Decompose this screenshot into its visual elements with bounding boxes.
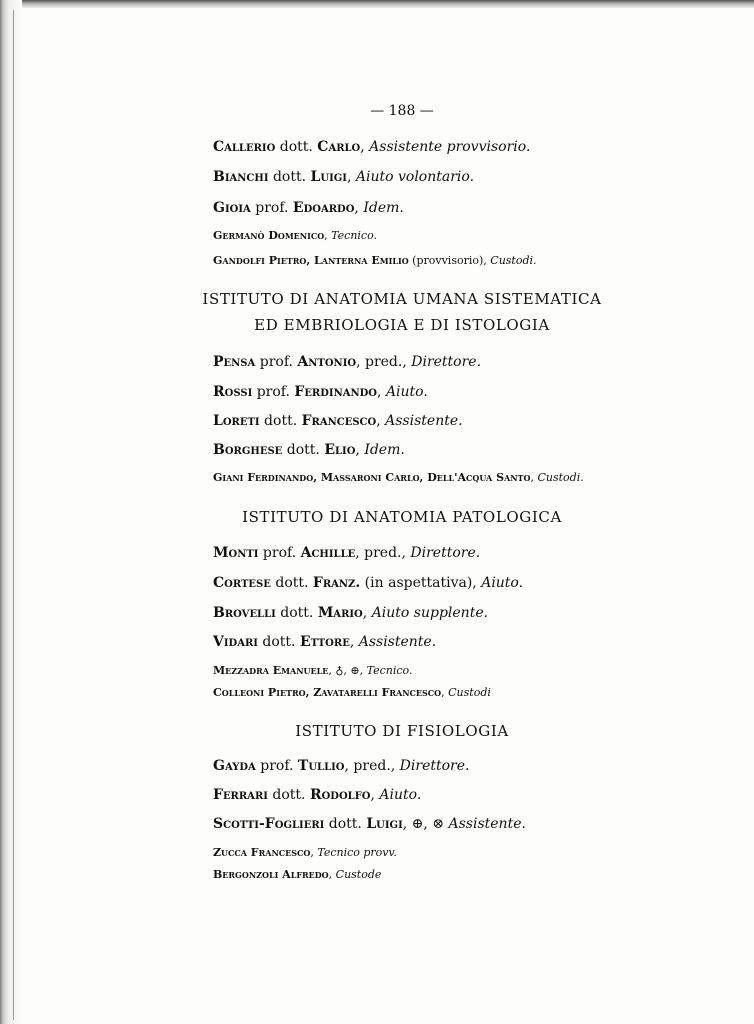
page-number: — 188 — <box>370 103 434 119</box>
entry-line: Mezzadra Emanuele, ♁, ⊕, Tecnico. <box>213 664 413 677</box>
entry-line: Gioia prof. Edoardo, Idem. <box>213 200 404 216</box>
entry-line: Gandolfi Pietro, Lanterna Emilio (provvisorio), Custodi. <box>213 254 537 267</box>
section-heading: ISTITUTO DI ANATOMIA UMANA SISTEMATICA <box>202 290 602 308</box>
entry-line: Zucca Francesco, Tecnico provv. <box>213 846 397 859</box>
entry-line: Pensa prof. Antonio, pred., Direttore. <box>213 354 482 370</box>
entry-line: Germanò Domenico, Tecnico. <box>213 229 378 242</box>
entry-line: Bergonzoli Alfredo, Custode <box>213 868 382 881</box>
entry-line: Ferrari dott. Rodolfo, Aiuto. <box>213 787 422 803</box>
entry-line: Brovelli dott. Mario, Aiuto supplente. <box>213 605 489 621</box>
entry-line: Rossi prof. Ferdinando, Aiuto. <box>213 384 428 400</box>
entry-line: Borghese dott. Elio, Idem. <box>213 442 405 458</box>
section-heading: ISTITUTO DI ANATOMIA PATOLOGICA <box>242 508 562 526</box>
entry-line: Callerio dott. Carlo, Assistente provvisorio. <box>213 139 531 155</box>
entry-line: Vidari dott. Ettore, Assistente. <box>213 634 437 650</box>
page-top-edge <box>0 0 754 8</box>
section-heading: ISTITUTO DI FISIOLOGIA <box>295 722 509 740</box>
entry-line: Giani Ferdinando, Massaroni Carlo, Dell'Acqua Santo, Custodi. <box>213 471 584 484</box>
entry-line: Monti prof. Achille, pred., Direttore. <box>213 545 481 561</box>
section-heading: ED EMBRIOLOGIA E DI ISTOLOGIA <box>254 316 550 334</box>
entry-line: Scotti-Foglieri dott. Luigi, ⊕, ⊗ Assistente. <box>213 816 526 832</box>
entry-line: Bianchi dott. Luigi, Aiuto volontario. <box>213 169 475 185</box>
entry-line: Loreti dott. Francesco, Assistente. <box>213 413 463 429</box>
entry-line: Colleoni Pietro, Zavatarelli Francesco, Custodi <box>213 686 491 699</box>
entry-line: Gayda prof. Tullio, pred., Direttore. <box>213 758 470 774</box>
entry-line: Cortese dott. Franz. (in aspettativa), Aiuto. <box>213 575 524 591</box>
